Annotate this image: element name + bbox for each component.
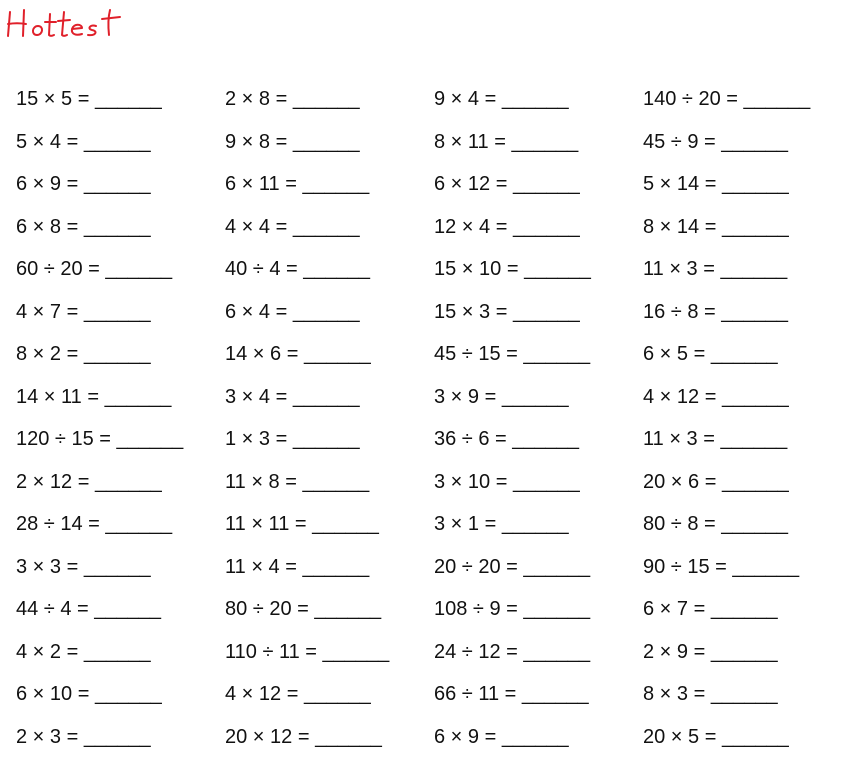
problem-expression: 108 ÷ 9 = bbox=[434, 598, 518, 620]
problem-expression: 8 × 11 = bbox=[434, 130, 506, 153]
problem-grid bbox=[16, 78, 846, 758]
answer-blank[interactable]: ______ bbox=[721, 470, 789, 493]
answer-blank[interactable]: ______ bbox=[83, 343, 151, 365]
problem-expression: 15 × 3 = bbox=[434, 300, 508, 323]
problem-item bbox=[434, 631, 643, 674]
problem-item bbox=[225, 376, 434, 419]
answer-blank[interactable]: ______ bbox=[83, 215, 151, 238]
problem-expression: 11 × 3 = bbox=[643, 258, 715, 280]
problem-item bbox=[643, 248, 846, 291]
answer-blank[interactable]: ______ bbox=[523, 598, 591, 620]
answer-blank[interactable]: ______ bbox=[303, 258, 371, 280]
handwritten-title bbox=[4, 2, 134, 42]
problem-expression: 1 × 3 = bbox=[225, 428, 288, 450]
problem-item bbox=[643, 291, 846, 334]
problem-item bbox=[643, 121, 846, 164]
problem-item bbox=[225, 673, 434, 716]
problem-expression: 120 ÷ 15 = bbox=[16, 428, 111, 450]
problem-item bbox=[16, 121, 225, 164]
problem-expression: 3 × 10 = bbox=[434, 470, 508, 493]
answer-blank[interactable]: ______ bbox=[512, 428, 580, 450]
problem-expression: 6 × 4 = bbox=[225, 300, 288, 323]
problem-expression: 9 × 8 = bbox=[225, 130, 288, 153]
problem-expression: 4 × 4 = bbox=[225, 215, 288, 238]
answer-blank[interactable]: ______ bbox=[83, 640, 151, 663]
problem-item bbox=[16, 333, 225, 376]
problem-expression: 36 ÷ 6 = bbox=[434, 428, 507, 450]
answer-blank[interactable]: ______ bbox=[83, 130, 151, 153]
problem-expression: 15 × 5 = bbox=[16, 88, 90, 110]
problem-item bbox=[643, 503, 846, 546]
answer-blank[interactable]: ______ bbox=[521, 683, 589, 705]
problem-expression: 14 × 6 = bbox=[225, 343, 299, 365]
answer-blank[interactable]: ______ bbox=[94, 683, 162, 705]
answer-blank[interactable]: ______ bbox=[710, 343, 778, 365]
answer-blank[interactable]: ______ bbox=[292, 88, 360, 110]
answer-blank[interactable]: ______ bbox=[743, 88, 811, 110]
answer-blank[interactable]: ______ bbox=[720, 258, 788, 280]
problem-expression: 4 × 12 = bbox=[225, 683, 299, 705]
problem-item bbox=[16, 291, 225, 334]
problem-item bbox=[434, 248, 643, 291]
answer-blank[interactable]: ______ bbox=[501, 88, 569, 110]
problem-expression: 9 × 4 = bbox=[434, 88, 497, 110]
problem-item bbox=[434, 376, 643, 419]
problem-item bbox=[225, 163, 434, 206]
problem-item bbox=[434, 206, 643, 249]
answer-blank[interactable]: ______ bbox=[721, 215, 789, 238]
problem-expression: 8 × 3 = bbox=[643, 683, 706, 705]
problem-item bbox=[225, 418, 434, 461]
problem-item bbox=[16, 163, 225, 206]
problem-item bbox=[643, 333, 846, 376]
problem-item bbox=[225, 78, 434, 121]
problem-expression: 2 × 9 = bbox=[643, 640, 706, 663]
problem-expression: 24 ÷ 12 = bbox=[434, 640, 518, 663]
problem-item bbox=[225, 503, 434, 546]
problem-expression: 4 × 12 = bbox=[643, 385, 717, 408]
answer-blank[interactable]: ______ bbox=[303, 683, 371, 705]
problem-expression: 20 × 5 = bbox=[643, 725, 717, 748]
problem-expression: 14 × 11 = bbox=[16, 385, 100, 408]
problem-expression: 15 × 10 = bbox=[434, 258, 519, 280]
problem-item bbox=[434, 78, 643, 121]
problem-item bbox=[225, 291, 434, 334]
answer-blank[interactable]: ______ bbox=[302, 555, 370, 578]
problem-item bbox=[16, 673, 225, 716]
problem-item bbox=[16, 503, 225, 546]
problem-expression: 4 × 7 = bbox=[16, 300, 79, 323]
answer-blank[interactable]: ______ bbox=[501, 513, 569, 535]
answer-blank[interactable]: ______ bbox=[721, 300, 789, 323]
answer-blank[interactable]: ______ bbox=[302, 173, 370, 195]
problem-expression: 12 × 4 = bbox=[434, 215, 508, 238]
problem-item bbox=[643, 546, 846, 589]
problem-item bbox=[643, 206, 846, 249]
answer-blank[interactable]: ______ bbox=[292, 215, 360, 238]
problem-expression: 80 ÷ 20 = bbox=[225, 598, 309, 620]
problem-item bbox=[225, 121, 434, 164]
answer-blank[interactable]: ______ bbox=[83, 555, 151, 578]
problem-expression: 66 ÷ 11 = bbox=[434, 683, 517, 705]
problem-item bbox=[643, 418, 846, 461]
problem-item bbox=[643, 673, 846, 716]
problem-item bbox=[434, 673, 643, 716]
answer-blank[interactable]: ______ bbox=[501, 385, 569, 408]
problem-expression: 5 × 14 = bbox=[643, 173, 717, 195]
problem-item bbox=[434, 503, 643, 546]
answer-blank[interactable]: ______ bbox=[512, 173, 580, 195]
problem-expression: 45 ÷ 15 = bbox=[434, 343, 518, 365]
problem-expression: 110 ÷ 11 = bbox=[225, 640, 317, 663]
answer-blank[interactable]: ______ bbox=[83, 300, 151, 323]
problem-item bbox=[434, 163, 643, 206]
problem-expression: 20 × 12 = bbox=[225, 725, 310, 748]
problem-expression: 2 × 8 = bbox=[225, 88, 288, 110]
answer-blank[interactable]: ______ bbox=[512, 300, 580, 323]
answer-blank[interactable]: ______ bbox=[94, 470, 162, 493]
problem-expression: 16 ÷ 8 = bbox=[643, 300, 716, 323]
problem-expression: 3 × 4 = bbox=[225, 385, 288, 408]
answer-blank[interactable]: ______ bbox=[721, 130, 789, 153]
problem-item bbox=[434, 121, 643, 164]
answer-blank[interactable]: ______ bbox=[292, 385, 360, 408]
answer-blank[interactable]: ______ bbox=[720, 428, 788, 450]
problem-item bbox=[434, 291, 643, 334]
problem-item bbox=[225, 248, 434, 291]
answer-blank[interactable]: ______ bbox=[511, 130, 579, 153]
problem-item bbox=[434, 588, 643, 631]
problem-expression: 40 ÷ 4 = bbox=[225, 258, 298, 280]
problem-expression: 6 × 8 = bbox=[16, 215, 79, 238]
answer-blank[interactable]: ______ bbox=[83, 173, 151, 195]
answer-blank[interactable]: ______ bbox=[732, 555, 800, 578]
problem-expression: 11 × 3 = bbox=[643, 428, 715, 450]
problem-item bbox=[225, 631, 434, 674]
problem-expression: 140 ÷ 20 = bbox=[643, 88, 738, 110]
problem-item bbox=[16, 588, 225, 631]
answer-blank[interactable]: ______ bbox=[512, 215, 580, 238]
problem-item bbox=[16, 376, 225, 419]
answer-blank[interactable]: ______ bbox=[721, 725, 789, 748]
problem-expression: 11 × 8 = bbox=[225, 470, 297, 493]
problem-expression: 6 × 12 = bbox=[434, 173, 508, 195]
answer-blank[interactable]: ______ bbox=[105, 258, 173, 280]
problem-expression: 6 × 5 = bbox=[643, 343, 706, 365]
answer-blank[interactable]: ______ bbox=[315, 725, 382, 748]
answer-blank[interactable]: ______ bbox=[302, 470, 370, 493]
answer-blank[interactable]: ______ bbox=[104, 385, 172, 408]
answer-blank[interactable]: ______ bbox=[710, 598, 778, 620]
problem-item bbox=[643, 588, 846, 631]
problem-item bbox=[16, 716, 225, 759]
problem-item bbox=[643, 631, 846, 674]
problem-item bbox=[16, 418, 225, 461]
problem-expression: 3 × 9 = bbox=[434, 385, 497, 408]
problem-expression: 80 ÷ 8 = bbox=[643, 513, 716, 535]
problem-item bbox=[643, 461, 846, 504]
problem-expression: 4 × 2 = bbox=[16, 640, 79, 663]
problem-item bbox=[643, 163, 846, 206]
answer-blank[interactable]: ______ bbox=[292, 300, 360, 323]
problem-expression: 6 × 7 = bbox=[643, 598, 706, 620]
problem-expression: 90 ÷ 15 = bbox=[643, 555, 727, 578]
problem-expression: 6 × 10 = bbox=[16, 683, 90, 705]
problem-item bbox=[225, 546, 434, 589]
answer-blank[interactable]: ______ bbox=[710, 640, 778, 663]
answer-blank[interactable]: ______ bbox=[314, 598, 382, 620]
answer-blank[interactable]: ______ bbox=[94, 88, 162, 110]
answer-blank[interactable]: ______ bbox=[721, 385, 789, 408]
answer-blank[interactable]: ______ bbox=[292, 428, 360, 450]
answer-blank[interactable]: ______ bbox=[721, 173, 789, 195]
problem-item bbox=[643, 78, 846, 121]
problem-item bbox=[434, 418, 643, 461]
problem-expression: 8 × 2 = bbox=[16, 343, 79, 365]
answer-blank[interactable]: ______ bbox=[292, 130, 360, 153]
problem-expression: 20 × 6 = bbox=[643, 470, 717, 493]
problem-item bbox=[16, 248, 225, 291]
answer-blank[interactable]: ______ bbox=[721, 513, 789, 535]
answer-blank[interactable]: ______ bbox=[116, 428, 184, 450]
answer-blank[interactable]: ______ bbox=[322, 640, 390, 663]
answer-blank[interactable]: ______ bbox=[710, 683, 778, 705]
problem-expression: 6 × 9 = bbox=[434, 725, 497, 748]
problem-item bbox=[434, 716, 643, 759]
problem-item bbox=[225, 333, 434, 376]
answer-blank[interactable]: ______ bbox=[523, 343, 591, 365]
answer-blank[interactable]: ______ bbox=[523, 555, 591, 578]
problem-expression: 2 × 12 = bbox=[16, 470, 90, 493]
problem-expression: 20 ÷ 20 = bbox=[434, 555, 518, 578]
answer-blank[interactable]: ______ bbox=[303, 343, 371, 365]
problem-expression: 45 ÷ 9 = bbox=[643, 130, 716, 153]
problem-item bbox=[16, 546, 225, 589]
answer-blank[interactable]: ______ bbox=[512, 470, 580, 493]
problem-expression: 44 ÷ 4 = bbox=[16, 598, 89, 620]
problem-item bbox=[225, 716, 434, 759]
problem-expression: 60 ÷ 20 = bbox=[16, 258, 100, 280]
problem-expression: 2 × 3 = bbox=[16, 725, 79, 748]
problem-item bbox=[434, 333, 643, 376]
problem-item bbox=[16, 461, 225, 504]
problem-expression: 6 × 11 = bbox=[225, 173, 297, 195]
answer-blank[interactable]: ______ bbox=[524, 258, 591, 280]
problem-item bbox=[16, 631, 225, 674]
problem-expression: 28 ÷ 14 = bbox=[16, 513, 100, 535]
answer-blank[interactable]: ______ bbox=[501, 725, 569, 748]
answer-blank[interactable]: ______ bbox=[83, 725, 151, 748]
problem-item bbox=[16, 206, 225, 249]
problem-item bbox=[16, 78, 225, 121]
problem-expression: 8 × 14 = bbox=[643, 215, 717, 238]
answer-blank[interactable]: ______ bbox=[312, 513, 379, 535]
problem-expression: 11 × 11 = bbox=[225, 513, 307, 535]
answer-blank[interactable]: ______ bbox=[105, 513, 173, 535]
problem-item bbox=[643, 376, 846, 419]
problem-item bbox=[225, 461, 434, 504]
problem-item bbox=[643, 716, 846, 759]
problem-expression: 3 × 1 = bbox=[434, 513, 497, 535]
problem-expression: 6 × 9 = bbox=[16, 173, 79, 195]
problem-expression: 11 × 4 = bbox=[225, 555, 297, 578]
problem-item bbox=[225, 206, 434, 249]
problem-item bbox=[225, 588, 434, 631]
problem-item bbox=[434, 461, 643, 504]
handwritten-title-drawing bbox=[4, 2, 134, 42]
problem-expression: 3 × 3 = bbox=[16, 555, 79, 578]
answer-blank[interactable]: ______ bbox=[523, 640, 591, 663]
answer-blank[interactable]: ______ bbox=[94, 598, 162, 620]
problem-expression: 5 × 4 = bbox=[16, 130, 79, 153]
problem-item bbox=[434, 546, 643, 589]
